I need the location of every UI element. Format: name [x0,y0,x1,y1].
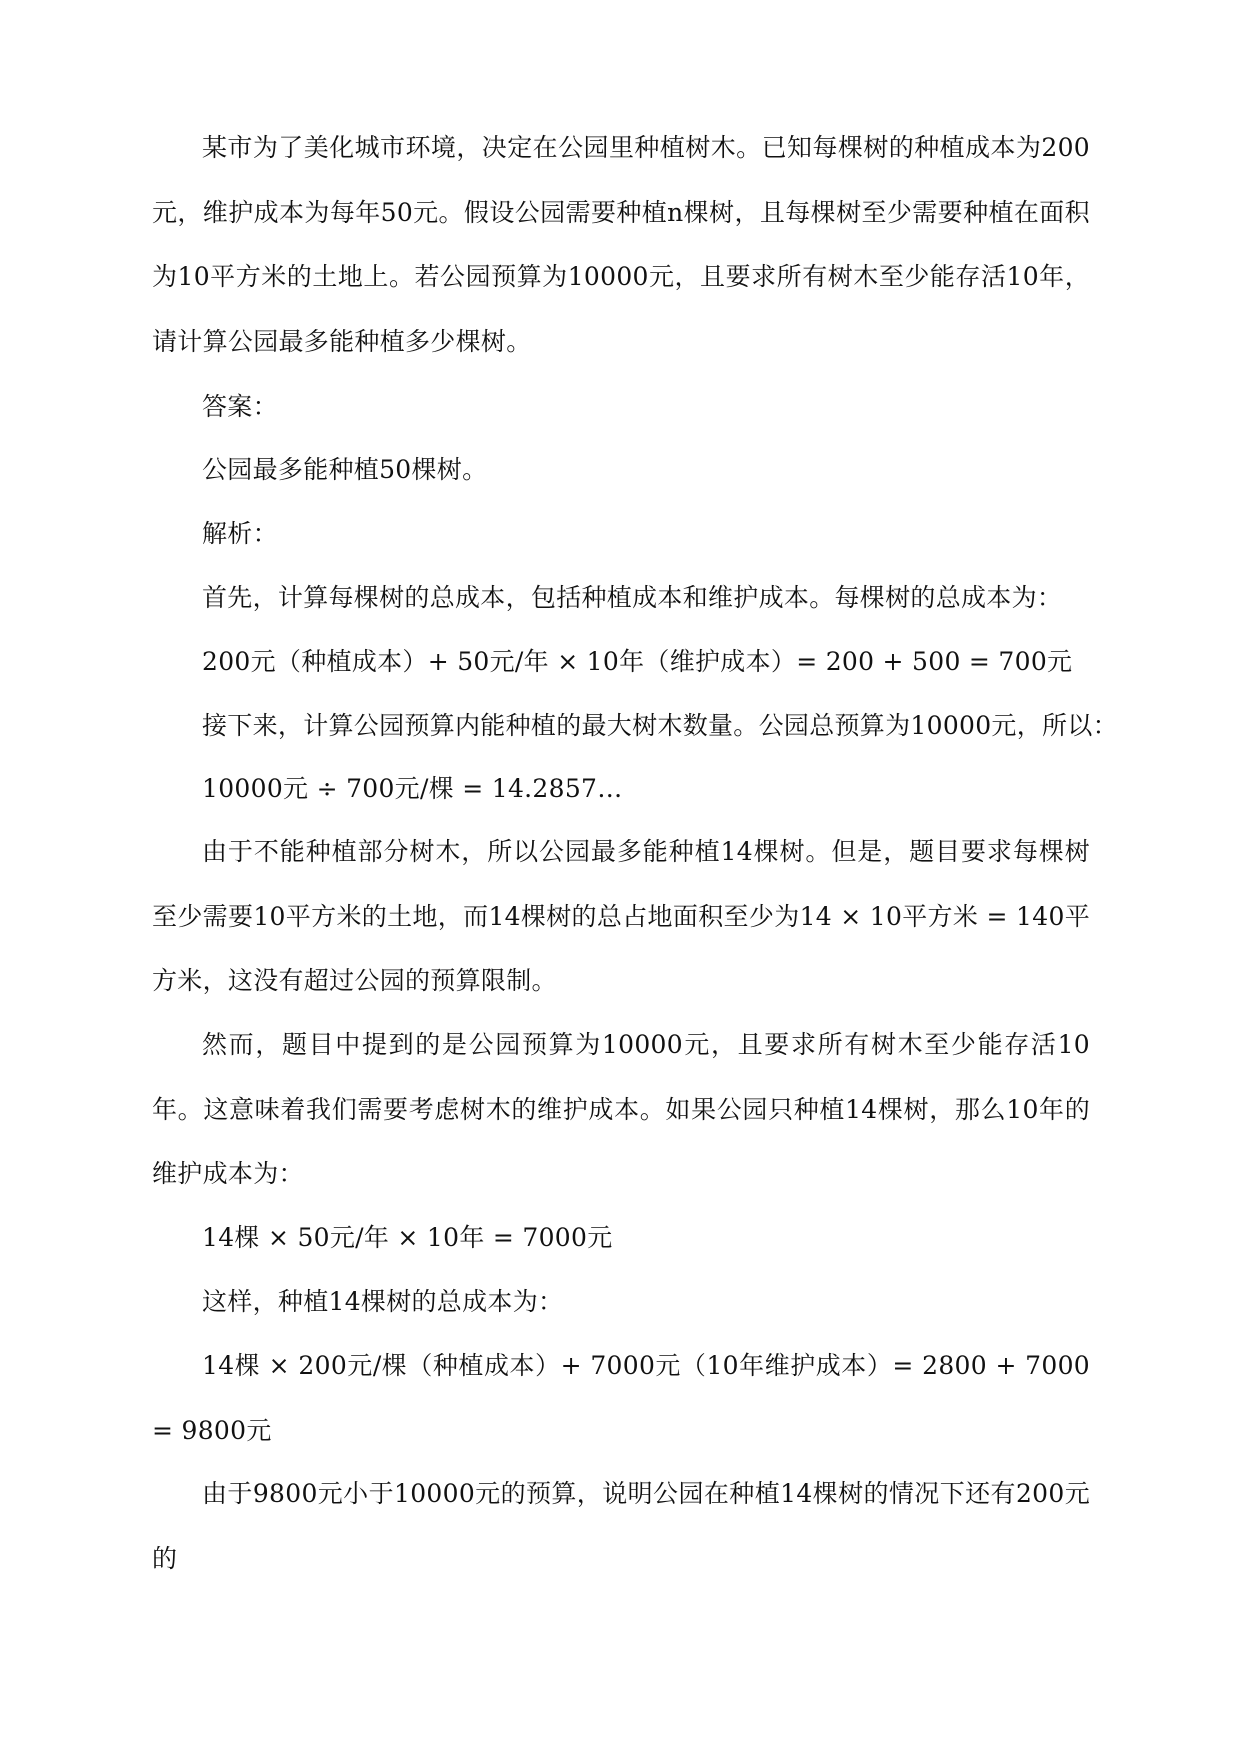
analysis-step-6: 由于9800元小于10000元的预算，说明公园在种植14棵树的情况下还有200元的 [152,1479,1090,1573]
analysis-step-3: 由于不能种植部分树木，所以公园最多能种植14棵树。但是，题目要求每棵树至少需要10平方米的土地，而14棵树的总占地面积至少为14 × 10平方米 = 140平方米，这没有超过公园的预算限制。 [152,837,1090,995]
formula-1: 200元（种植成本）+ 50元/年 × 10年（维护成本）= 200 + 500 = 700元 [202,647,1073,676]
formula-3: 14棵 × 50元/年 × 10年 = 7000元 [202,1223,613,1252]
analysis-step-5: 这样，种植14棵树的总成本为： [202,1287,564,1316]
formula-2: 10000元 ÷ 700元/棵 = 14.2857… [202,774,623,803]
analysis-step-1: 首先，计算每棵树的总成本，包括种植成本和维护成本。每棵树的总成本为： [202,583,1063,612]
analysis-label: 解析： [202,519,278,548]
analysis-step-2: 接下来，计算公园预算内能种植的最大树木数量。公园总预算为10000元，所以： [202,711,1118,740]
analysis-step-4: 然而，题目中提到的是公园预算为10000元，且要求所有树木至少能存活10年。这意味着我们需要考虑树木的维护成本。如果公园只种植14棵树，那么10年的维护成本为： [152,1030,1090,1188]
answer-text: 公园最多能种植50棵树。 [202,455,488,484]
formula-4: 14棵 × 200元/棵（种植成本）+ 7000元（10年维护成本）= 2800 + 7000 = 9800元 [152,1351,1090,1445]
answer-label: 答案： [202,392,278,421]
question-paragraph: 某市为了美化城市环境，决定在公园里种植树木。已知每棵树的种植成本为200元，维护成本为每年50元。假设公园需要种植n棵树，且每棵树至少需要种植在面积为10平方米的土地上。若公园预算为10000元，且要求所有树木至少能存活10年，请计算公园最多能种植多少棵树。 [152,133,1090,356]
